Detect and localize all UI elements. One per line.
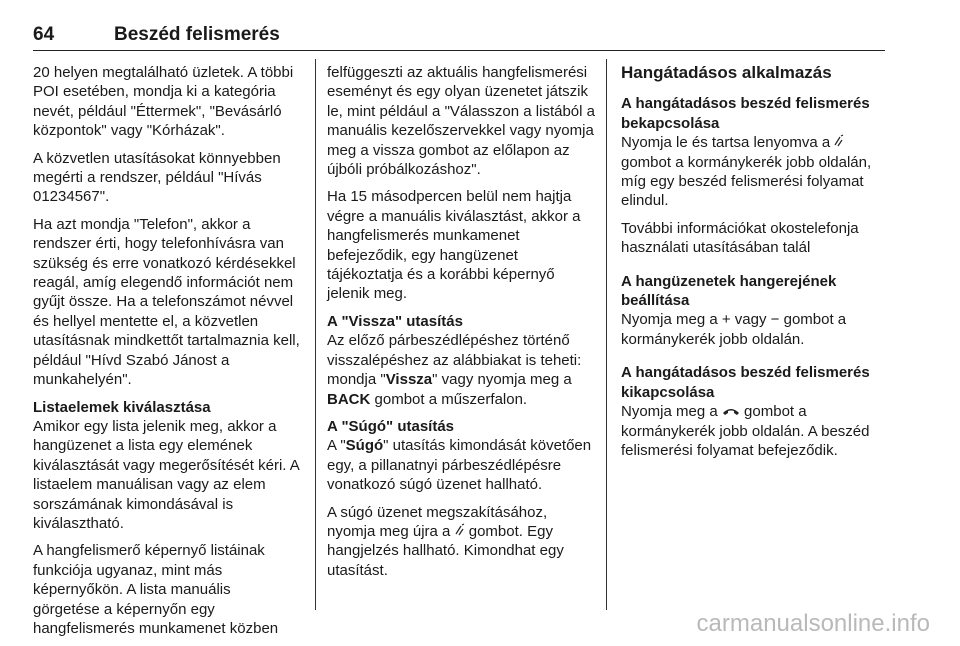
paragraph: További információkat okostelefonja használati utasításában talál: [621, 219, 859, 257]
keyword-vissza: Vissza: [385, 371, 433, 389]
column-divider-2: [606, 59, 607, 610]
subheading-list-selection: Listaelemek kiválasztása: [33, 398, 211, 416]
paragraph: 20 helyen megtalálható üzletek. A többi POI esetében, mondja ki a kategória nevét, például "Éttermek", "Bevásárló központok" vagy "Kórházak".: [33, 64, 294, 140]
paragraph: felfüggeszti az aktuális hangfelismerési eseményt és egy olyan üzenetet játszik le, mint például a "Válasszon a listából a manuális kezelőszervekkel vagy nyomja meg a vissza gombot az előlapon az újbóli próbálkozáshoz".: [327, 64, 595, 179]
page-header: [33, 0, 885, 51]
paragraph: Nyomja meg a gombot a kormánykerék jobb oldalán. A beszéd felismerési folyamat befejeződik.: [621, 403, 870, 459]
page-title: Beszéd felismerés: [114, 24, 280, 45]
subheading-back-command: A "Vissza" utasítás: [327, 312, 463, 330]
subheading-disable: A hangátadásos beszéd felismerés kikapcsolása: [621, 364, 870, 401]
subheading-volume: A hangüzenetek hangerejének beállítása: [621, 272, 837, 310]
column-divider-1: [315, 59, 316, 610]
paragraph: Amikor egy lista jelenik meg, akkor a hangüzenet a lista egy elemének kiválasztását vagy megerősítését kéri. A listaelem manuálisan vagy az elem sorszámának kimondásával is kiválasztható.: [33, 417, 299, 532]
page-number: 64: [33, 24, 55, 45]
column-2: [327, 63, 595, 588]
hang-up-icon: [722, 405, 740, 418]
column-3: [621, 63, 889, 468]
paragraph: A hangfelismerő képernyő listáinak funkciója ugyanaz, mint más képernyőkön. A lista manuális görgetése a képernyőn egy hangfelismerés munkamenet közben: [33, 542, 279, 637]
voice-command-icon: [455, 523, 465, 538]
paragraph: A közvetlen utasításokat könnyebben megérti a rendszer, például "Hívás 01234567".: [33, 149, 281, 206]
paragraph: A súgó üzenet megszakításához, nyomja meg újra a gombot. Egy hangjelzés hallható. Kimondhat egy utasítást.: [327, 503, 564, 579]
paragraph: Nyomja le és tartsa lenyomva a gombot a kormánykerék jobb oldalán, míg egy beszéd felismerési folyamat elindul.: [621, 134, 872, 210]
subheading-enable: A hangátadásos beszéd felismerés bekapcsolása: [621, 95, 870, 132]
minus-icon: −: [770, 311, 780, 329]
column-1: [33, 63, 301, 646]
keyword-back: BACK: [327, 390, 371, 408]
section-heading: Hangátadásos alkalmazás: [621, 63, 832, 82]
subheading-help-command: A "Súgó" utasítás: [327, 417, 455, 435]
paragraph: Ha azt mondja "Telefon", akkor a rendszer érti, hogy telefonhívásra van szükség és erre vonatkozó kérdésekkel reagál, amíg elegendő információt nem gyűjt össze. Ha a telefonszámot névvel és hellyel mentette el, a közvetlen utasításnak mindkettőt tartalmaznia kell, például "Hívd Szabó Jánost a munkahelyén".: [33, 215, 300, 389]
voice-command-icon: [834, 134, 844, 149]
watermark: carmanualsonline.info: [696, 610, 930, 637]
paragraph: Nyomja meg a + vagy − gombot a kormánykerék jobb oldalán.: [621, 311, 847, 348]
plus-icon: +: [721, 311, 731, 329]
keyword-sugo: Súgó: [345, 437, 384, 455]
paragraph: Ha 15 másodpercen belül nem hajtja végre a manuális kiválasztást, akkor a hangfelismerés munkamenet befejeződik, egy hangüzenet tájékoztatja és a korábbi képernyő jelenik meg.: [327, 188, 581, 303]
paragraph: Az előző párbeszédlépéshez történő visszalépéshez az alábbiakat is teheti: mondja "Vissza" vagy nyomja meg a BACK gombot a műszerfalon.: [327, 332, 582, 408]
paragraph: A "Súgó" utasítás kimondását követően egy, a pillanatnyi párbeszédlépésre vonatkozó súgó üzenet hallható.: [327, 437, 592, 494]
